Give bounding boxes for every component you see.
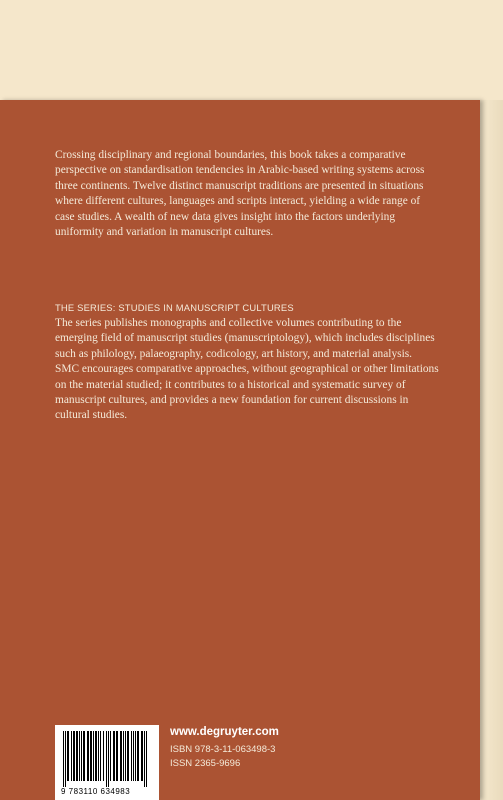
- series-paragraph-2: SMC encourages comparative approaches, without geographical or other limitations on the material studied; it contributes to a historical and systematic survey of manuscript cultures, and provides a new foundation for current discussions in cultural studies.: [55, 363, 439, 422]
- barcode-bar: [135, 731, 136, 781]
- barcode-bar: [146, 731, 147, 787]
- barcode-bar: [123, 731, 124, 781]
- publisher-url: www.degruyter.com: [170, 726, 279, 738]
- barcode-bar: [67, 731, 69, 781]
- barcode-bar: [131, 731, 132, 781]
- barcode-bar: [73, 731, 75, 781]
- barcode-bar: [108, 731, 109, 787]
- barcode-bar: [63, 731, 64, 787]
- barcode-bar: [95, 731, 97, 781]
- barcode-bar: [93, 731, 94, 781]
- barcode-bar: [87, 731, 89, 781]
- issn: ISSN 2365-9696: [170, 758, 241, 769]
- series-heading: THE SERIES: STUDIES IN MANUSCRIPT CULTURES: [55, 302, 294, 313]
- series-description: [55, 316, 445, 424]
- barcode-bar: [81, 731, 82, 781]
- series-paragraph-1: The series publishes monographs and collective volumes contributing to the emerging field of manuscript studies (manuscriptology), which includes disciplines such as philology, palaeography, codicology, art history, and material analysis.: [55, 317, 435, 360]
- barcode-bar: [90, 731, 92, 781]
- barcode-bars: [55, 725, 159, 787]
- barcode-bar: [71, 731, 72, 781]
- barcode-bar: [103, 731, 104, 781]
- barcode-bar: [141, 731, 143, 781]
- barcode-bar: [144, 731, 145, 787]
- barcode-bar: [83, 731, 85, 781]
- barcode-bar: [113, 731, 115, 781]
- barcode-bar: [106, 731, 107, 787]
- barcode-bar: [125, 731, 126, 781]
- barcode-digits: 9 783110 634983: [61, 787, 131, 796]
- barcode-bar: [120, 731, 122, 781]
- book-blurb: Crossing disciplinary and regional boundaries, this book takes a comparative perspective on standardisation tendencies in Arabic-based writing systems across three continents. Twelve distinct manuscript traditions are presented in situations where different cultures, languages and scripts interact, yielding a wide range of case studies. A wealth of new data gives insight into the factors underlying uniformity and variation in manuscript cultures.: [55, 149, 425, 239]
- barcode-bar: [116, 731, 118, 781]
- barcode-bar: [127, 731, 129, 781]
- barcode: [55, 725, 159, 800]
- barcode-bar: [110, 731, 111, 781]
- barcode-bar: [133, 731, 134, 781]
- barcode-bar: [98, 731, 99, 781]
- barcode-bar: [79, 731, 80, 781]
- book-page-edge: [478, 100, 503, 800]
- barcode-bar: [137, 731, 139, 781]
- barcode-bar: [65, 731, 66, 787]
- barcode-bar: [76, 731, 78, 781]
- barcode-bar: [100, 731, 101, 781]
- isbn: ISBN 978-3-11-063498-3: [170, 744, 276, 755]
